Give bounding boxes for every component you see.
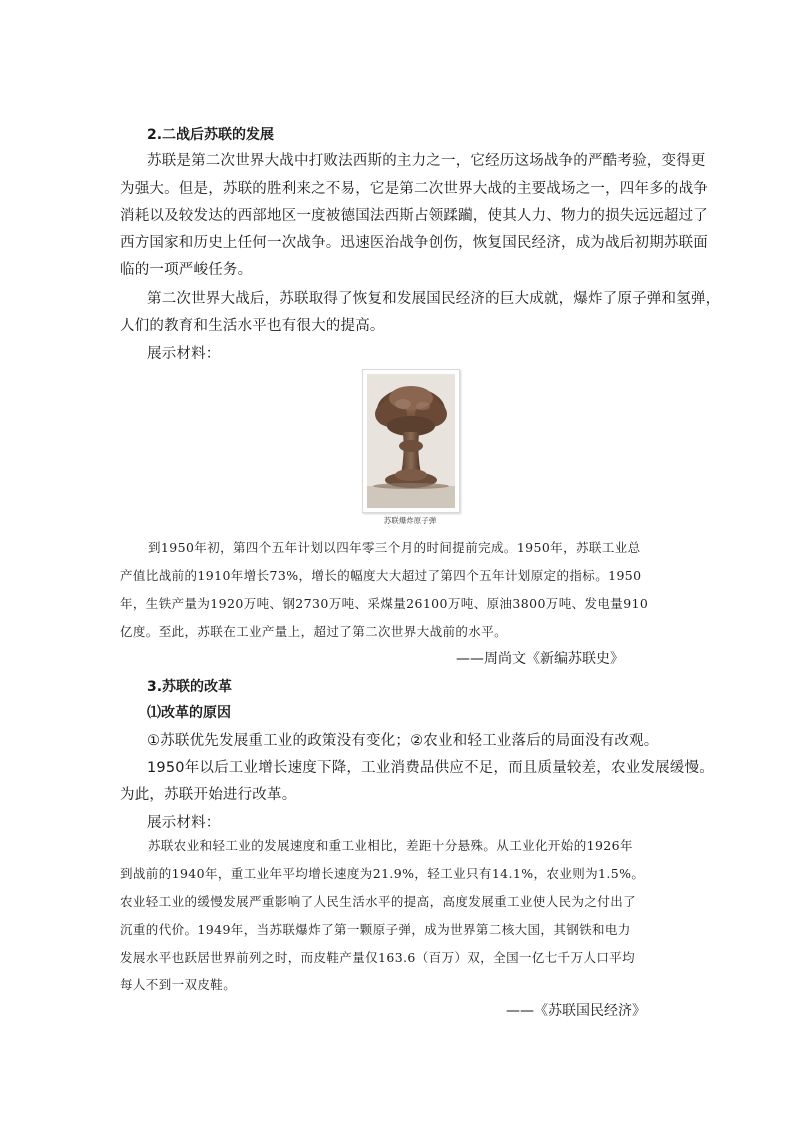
material-label: 展示材料： <box>147 346 221 362</box>
quote-line: 沉重的代价。1949年，当苏联爆炸了第一颗原子弹，成为世界第二核大国，其钢铁和电力 <box>120 922 631 937</box>
quote-line: 亿度。至此，苏联在工业产量上，超过了第二次世界大战前的水平。 <box>120 624 508 639</box>
reasons-line: ①苏联优先发展重工业的政策没有变化；②农业和轻工业落后的局面没有改观。 <box>147 733 659 749</box>
paragraph-line: 1950年以后工业增长速度下降，工业消费品供应不足，而且质量较差，农业发展缓慢。 <box>147 760 714 776</box>
paragraph-line: 消耗以及较发达的西部地区一度被德国法西斯占领蹂躏，使其人力、物力的损失远远超过了 <box>120 208 708 224</box>
quote-line: 产值比战前的1910年增长73%，增长的幅度大大超过了第四个五年计划原定的指标。1950 <box>120 568 642 583</box>
paragraph-line: 临的一项严峻任务。 <box>120 262 253 278</box>
section-2-heading: 2.二战后苏联的发展 <box>147 127 275 143</box>
atomic-bomb-photo <box>362 369 460 513</box>
paragraph-line: 西方国家和历史上任何一次战争。迅速医治战争创伤，恢复国民经济，成为战后初期苏联面 <box>120 235 708 251</box>
paragraph-line: 为此，苏联开始进行改革。 <box>120 787 297 803</box>
paragraph-line: 第二次世界大战后，苏联取得了恢复和发展国民经济的巨大成就，爆炸了原子弹和氢弹， <box>147 291 721 307</box>
quote-line: 农业轻工业的缓慢发展严重影响了人民生活水平的提高，高度发展重工业使人民为之付出了 <box>120 894 637 909</box>
quote-line: 苏联农业和轻工业的发展速度和重工业相比，差距十分悬殊。从工业化开始的1926年 <box>148 838 633 853</box>
paragraph-line: 人们的教育和生活水平也有很大的提高。 <box>120 318 385 334</box>
mushroom-cloud-image <box>367 374 455 508</box>
quote-line: 每人不到一双皮鞋。 <box>120 977 237 992</box>
quote-line: 到战前的1940年，重工业年平均增长速度为21.9%，轻工业只有14.1%，农业则为1.5%。 <box>120 866 645 881</box>
source-citation: ——周尚文《新编苏联史》 <box>456 651 624 667</box>
quote-line: 发展水平也跃居世界前列之时，而皮鞋产量仅163.6（百万）双，全国一亿七千万人口平均 <box>120 950 636 965</box>
source-citation: ——《苏联国民经济》 <box>506 1003 646 1019</box>
subheading-reasons: ⑴改革的原因 <box>147 705 231 721</box>
paragraph-line: 苏联是第二次世界大战中打败法西斯的主力之一，它经历这场战争的严酷考验，变得更 <box>147 153 706 169</box>
photo-caption: 苏联爆炸原子弹 <box>383 516 437 525</box>
section-3-heading: 3.苏联的改革 <box>147 679 233 695</box>
material-label: 展示材料： <box>147 815 221 831</box>
paragraph-line: 为强大。但是，苏联的胜利来之不易，它是第二次世界大战的主要战场之一，四年多的战争 <box>120 181 708 197</box>
quote-line: 年，生铁产量为1920万吨、钢2730万吨、采煤量26100万吨、原油3800万吨、发电量910 <box>120 596 649 611</box>
quote-line: 到1950年初，第四个五年计划以四年零三个月的时间提前完成。1950年，苏联工业总 <box>148 540 641 555</box>
